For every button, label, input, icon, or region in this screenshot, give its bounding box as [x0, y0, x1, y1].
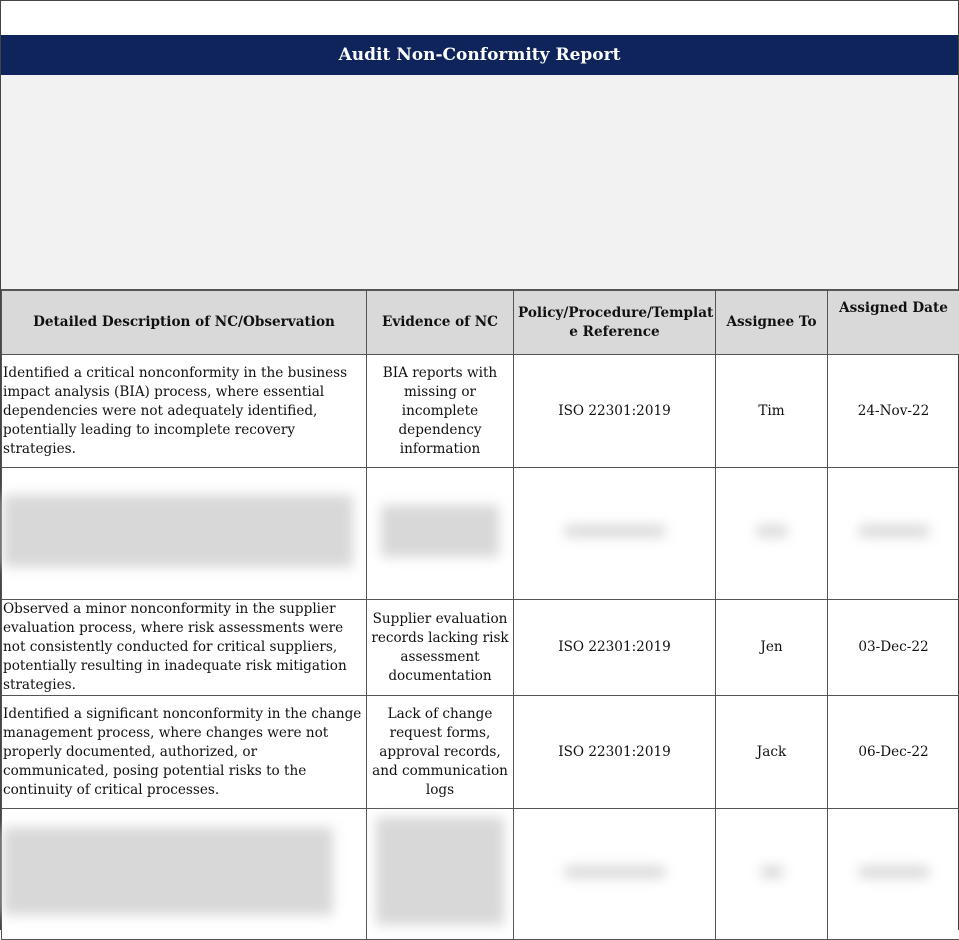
table-row — [2, 696, 959, 809]
row-policy: ISO 22301:2019 — [514, 696, 716, 809]
redacted-description — [2, 809, 367, 940]
redacted-assignee — [716, 809, 828, 940]
header-date: Assigned Date — [828, 291, 959, 355]
row-policy: ISO 22301:2019 — [514, 600, 716, 696]
nc-table — [1, 290, 959, 940]
table-row-redacted — [2, 468, 959, 600]
row-date: 06-Dec-22 — [828, 696, 959, 809]
row-evidence: Lack of change request forms, approval records, and communication logs — [367, 696, 514, 809]
row-description: Identified a significant nonconformity in the change management process, where changes were not properly documented, authorized, or communicated, posing potential risks to the continuity of critical processes. — [2, 696, 367, 809]
row-assignee: Tim — [716, 355, 828, 468]
row-assignee: Jen — [716, 600, 828, 696]
redacted-policy — [514, 809, 716, 940]
table-row-redacted — [2, 809, 959, 940]
row-evidence: BIA reports with missing or incomplete dependency information — [367, 355, 514, 468]
redacted-date — [828, 468, 959, 600]
top-spacer — [1, 1, 958, 35]
report-title: Audit Non-Conformity Report — [1, 35, 958, 75]
row-date: 24-Nov-22 — [828, 355, 959, 468]
redacted-evidence — [367, 468, 514, 600]
header-evidence: Evidence of NC — [367, 291, 514, 355]
redacted-date — [828, 809, 959, 940]
row-evidence: Supplier evaluation records lacking risk assessment documentation — [367, 600, 514, 696]
header-assignee: Assignee To — [716, 291, 828, 355]
row-date: 03-Dec-22 — [828, 600, 959, 696]
redacted-evidence — [367, 809, 514, 940]
redacted-policy — [514, 468, 716, 600]
redacted-assignee — [716, 468, 828, 600]
header-description: Detailed Description of NC/Observation — [2, 291, 367, 355]
row-description: Identified a critical nonconformity in the business impact analysis (BIA) process, where essential dependencies were not adequately identified, potentially leading to incomplete recovery strategies. — [2, 355, 367, 468]
blank-info-area — [1, 75, 958, 290]
table-row — [2, 600, 959, 696]
row-assignee: Jack — [716, 696, 828, 809]
redacted-description — [2, 468, 367, 600]
row-description: Observed a minor nonconformity in the supplier evaluation process, where risk assessments were not consistently conducted for critical suppliers, potentially resulting in inadequate risk mitigation strategies. — [2, 600, 367, 696]
header-row — [2, 291, 959, 355]
row-policy: ISO 22301:2019 — [514, 355, 716, 468]
header-policy: Policy/Procedure/Templat e Reference — [514, 291, 716, 355]
table-row — [2, 355, 959, 468]
